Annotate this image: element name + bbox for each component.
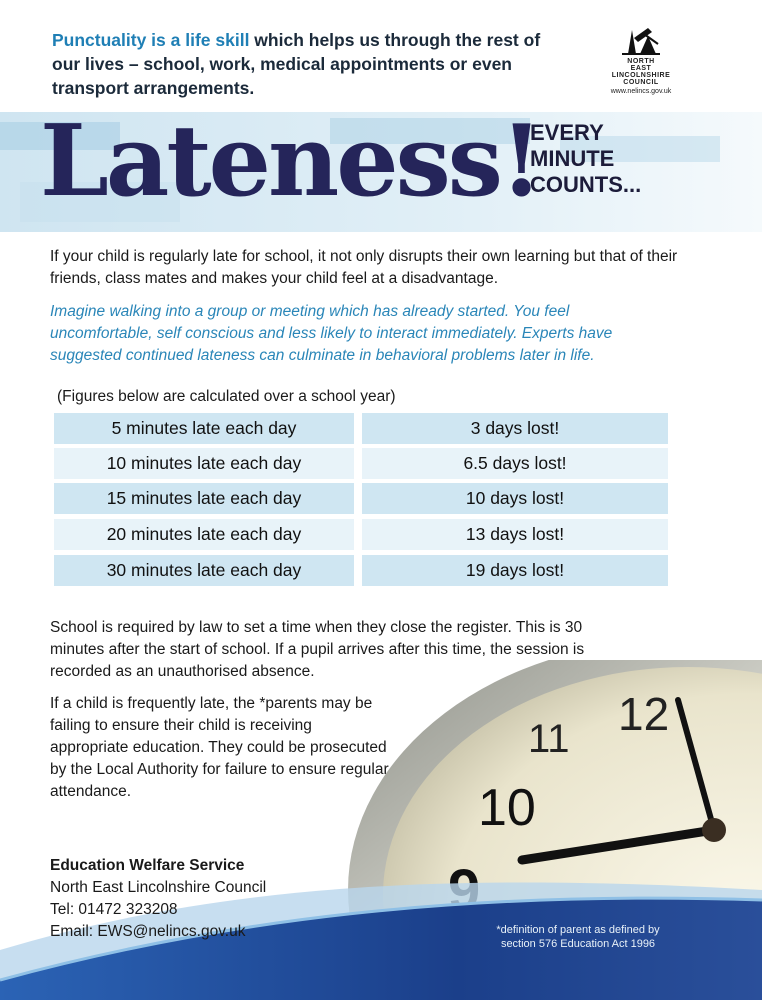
table-row (54, 483, 668, 514)
numeral-12: 12 (618, 688, 670, 740)
figures-note: (Figures below are calculated over a school year) (57, 388, 396, 405)
days-lost-cell: 6.5 days lost! (362, 448, 668, 479)
minutes-cell: 5 minutes late each day (54, 413, 354, 444)
days-lost-cell: 13 days lost! (362, 519, 668, 550)
subtitle (530, 120, 641, 198)
paragraph-disruption: If your child is regularly late for school, it not only disrupts their own learning but that of their friends, class mates and makes your child feel at a disadvantage. (50, 248, 678, 287)
council-crest-icon (618, 24, 664, 56)
paragraph-imagine: Imagine walking into a group or meeting which has already started. You feel uncomfortable, self conscious and less likely to interact immediately. Experts have suggested continued lateness can culminate in behavioral problems later in life. (50, 303, 613, 364)
subtitle-line-1: EVERY (530, 120, 604, 145)
minutes-cell: 15 minutes late each day (54, 483, 354, 514)
intro-text (52, 28, 572, 100)
logo-line-3: LINCOLNSHIRE (611, 72, 671, 79)
minutes-cell: 30 minutes late each day (54, 555, 354, 586)
numeral-10: 10 (478, 779, 536, 837)
intro-highlight: Punctuality is a life skill (52, 30, 250, 50)
table-row (54, 519, 668, 550)
contact-email: Email: EWS@nelincs.gov.uk (50, 923, 246, 940)
contact-org: North East Lincolnshire Council (50, 879, 267, 896)
minutes-cell: 20 minutes late each day (54, 519, 354, 550)
contact-block (50, 855, 266, 943)
subtitle-line-2: MINUTE (530, 146, 615, 171)
table-row (54, 413, 668, 444)
table-row (54, 555, 668, 586)
days-lost-cell: 10 days lost! (362, 483, 668, 514)
contact-heading: Education Welfare Service (50, 857, 245, 874)
paragraph-parents: If a child is frequently late, the *parents may be failing to ensure their child is receiving appropriate education. They could be prosecuted by the Local Authority for failure to ensure regular attendance. (50, 695, 389, 800)
logo-line-2: EAST (630, 65, 652, 72)
logo-url: www.nelincs.gov.uk (610, 88, 672, 95)
days-lost-cell: 3 days lost! (362, 413, 668, 444)
paragraph-register: School is required by law to set a time when they close the register. This is 30 minutes after the start of school. If a pupil arrives after this time, the session is recorded as an unauthorised absence. (50, 619, 585, 680)
numeral-11: 11 (528, 717, 570, 761)
minutes-cell: 10 minutes late each day (54, 448, 354, 479)
subtitle-line-3: COUNTS... (530, 172, 642, 197)
parent-definition-note: *definition of parent as defined by section 576 Education Act 1996 (496, 924, 660, 950)
council-logo (596, 24, 686, 96)
page-title: Lateness! (40, 104, 540, 219)
intro-rest: which helps us through the rest of our lives – school, work, medical appointments or even transport arrangements. (52, 30, 541, 98)
contact-tel: Tel: 01472 323208 (50, 901, 178, 918)
logo-line-1: NORTH (627, 58, 655, 65)
logo-line-4: COUNCIL (623, 79, 659, 86)
days-lost-cell: 19 days lost! (362, 555, 668, 586)
table-row (54, 448, 668, 479)
